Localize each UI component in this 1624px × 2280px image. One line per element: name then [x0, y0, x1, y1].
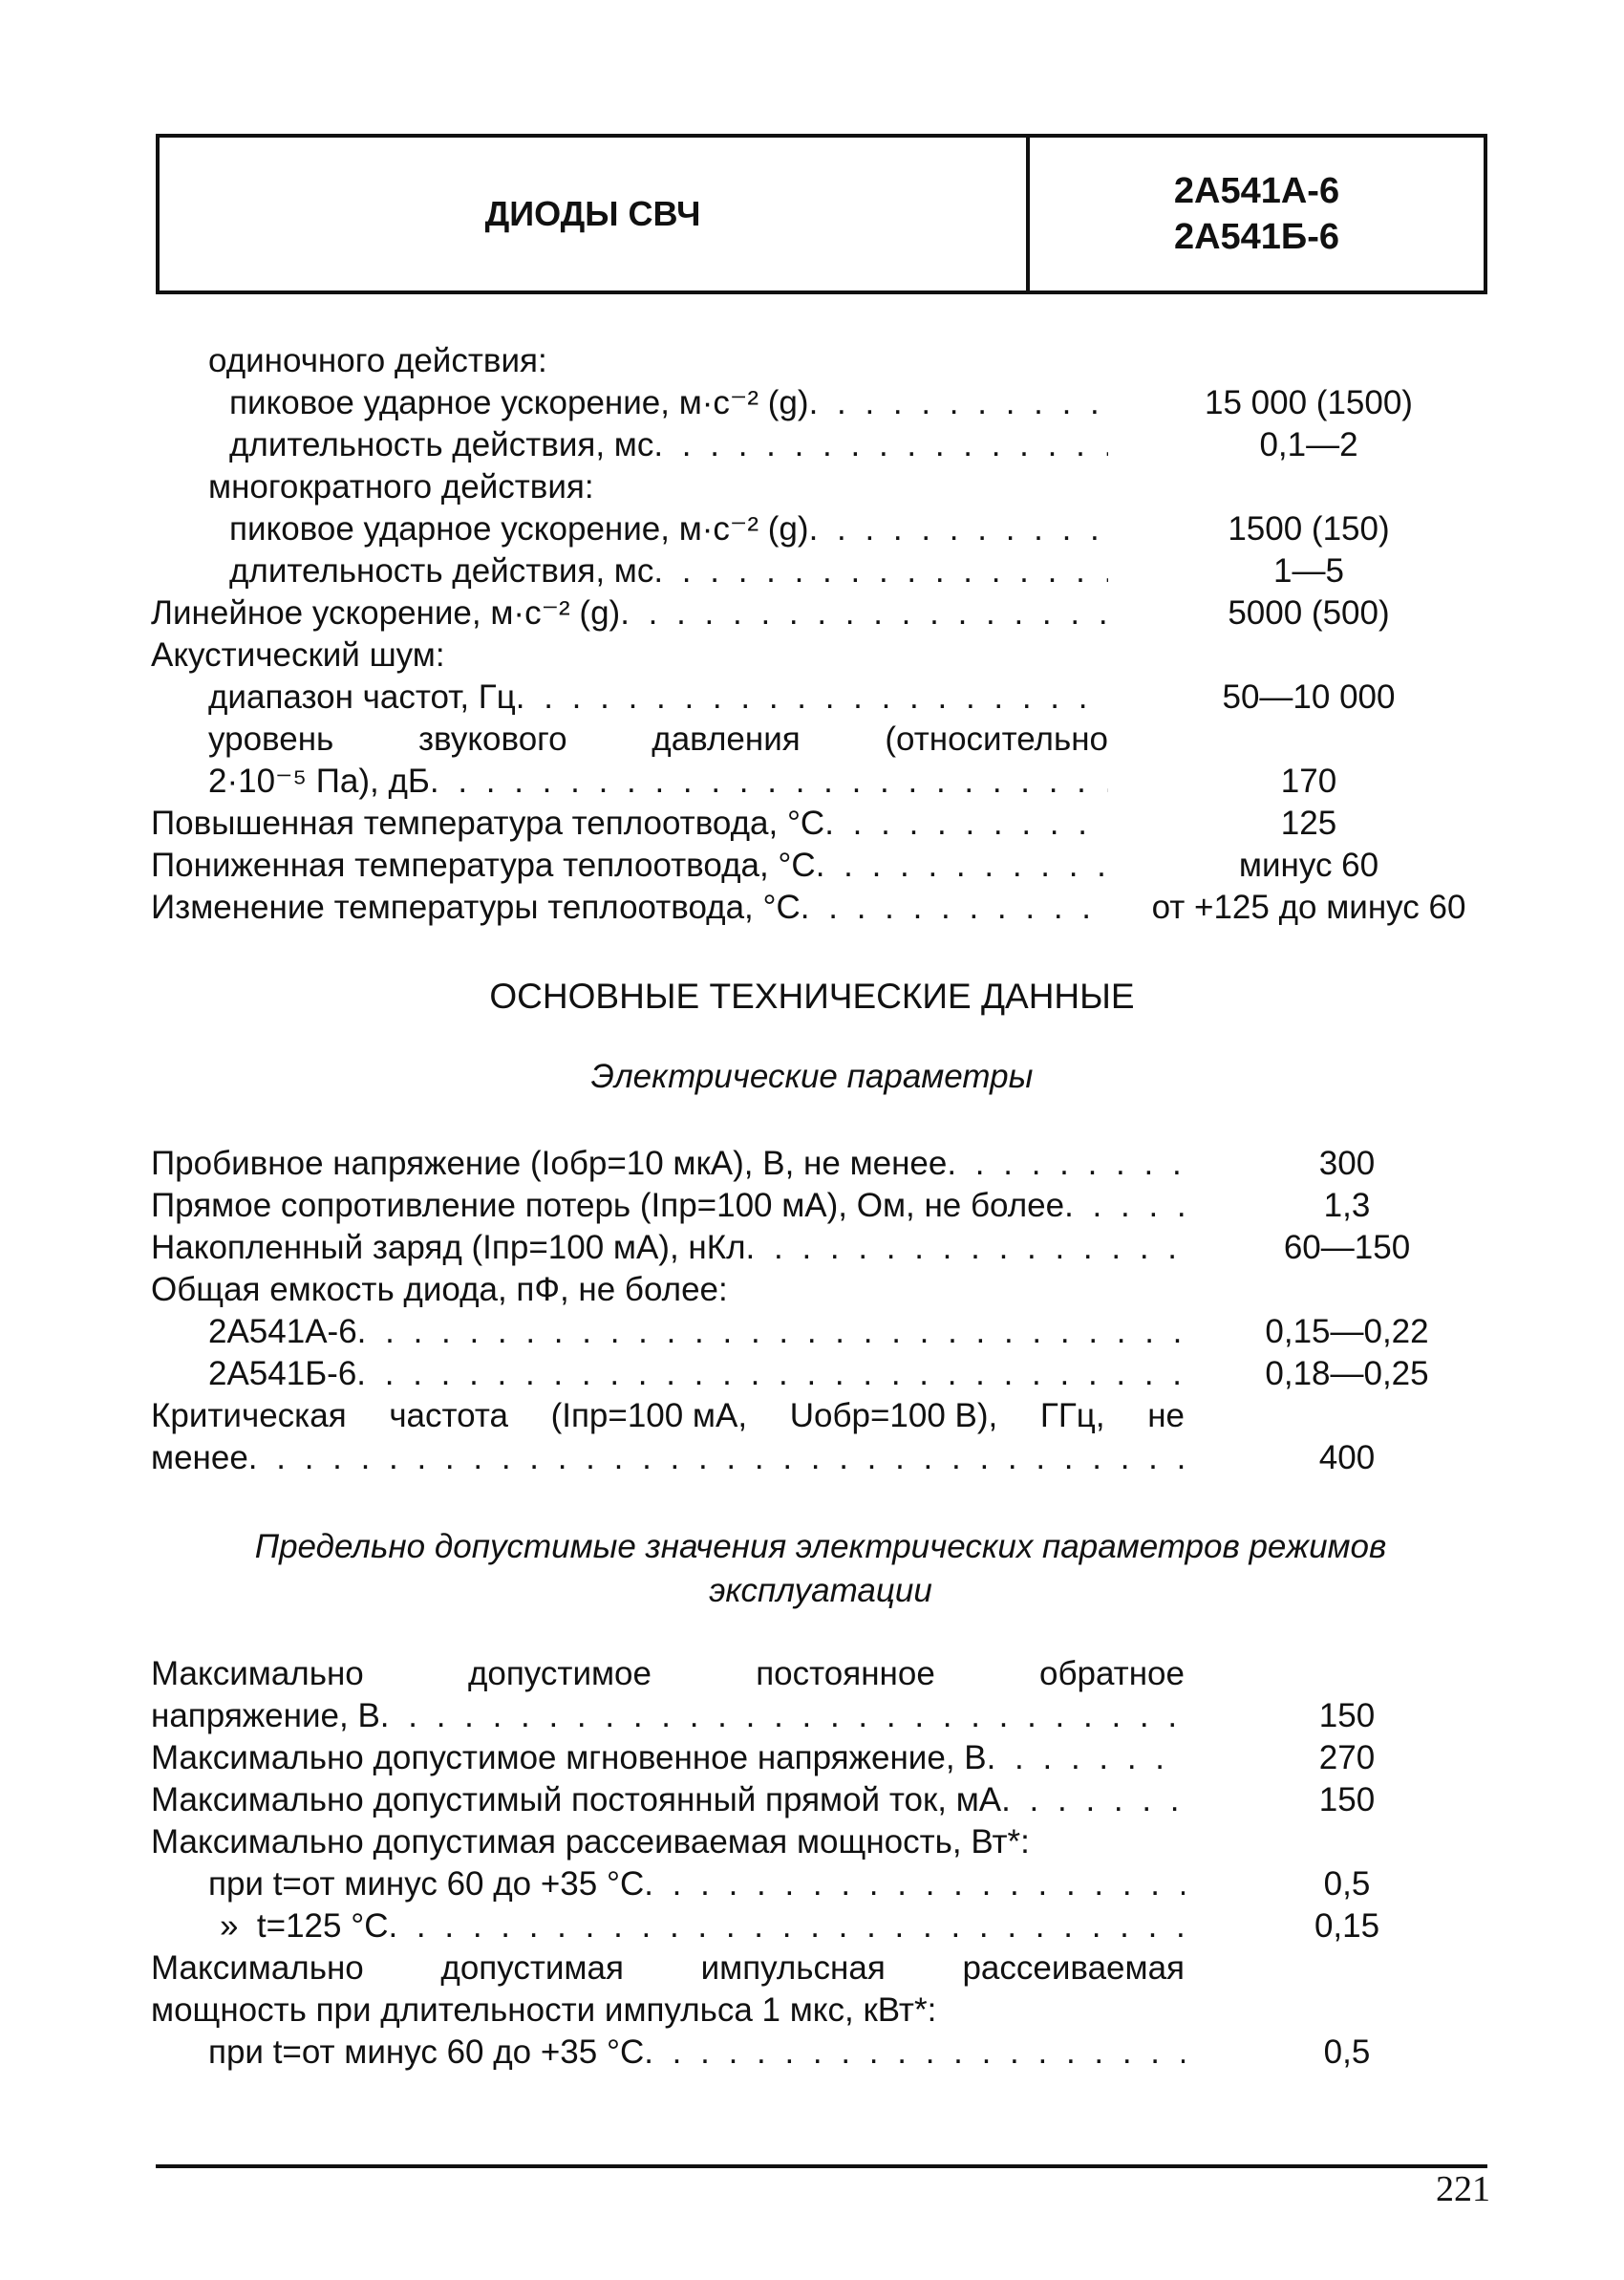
leader-dots: [1064, 1185, 1185, 1227]
spec-value: от +125 до минус 60: [1151, 889, 1466, 926]
page-number: 221: [1436, 2169, 1490, 2209]
leader-dots: [248, 1437, 1185, 1479]
word: давления: [652, 721, 801, 758]
leader-dots: [947, 1143, 1185, 1185]
spec-row: [208, 761, 1108, 803]
word: ГГц,: [1039, 1397, 1105, 1434]
word: допустимая: [440, 1949, 624, 1987]
word: Критическая: [151, 1397, 347, 1434]
spec-row: [151, 1437, 1185, 1479]
spec-label: Пробивное напряжение (Iобр=10 мкА), В, не менее: [151, 1145, 948, 1182]
leader-dots: [380, 1695, 1185, 1737]
leader-dots: [357, 1311, 1185, 1353]
header-models: [1030, 138, 1484, 290]
spec-row: [208, 677, 1108, 719]
leader-dots: [746, 1227, 1185, 1269]
subsection-title-cont: эксплуатации: [709, 1572, 932, 1609]
spec-row: [151, 1227, 1185, 1269]
spec-value: 1,3: [1323, 1187, 1371, 1224]
spec-label: Накопленный заряд (Iпр=100 мА), нКл: [151, 1229, 746, 1266]
footer-rule: [156, 2164, 1487, 2168]
spec-row: [151, 1143, 1185, 1185]
spec-value: 400: [1318, 1439, 1376, 1476]
spec-value: 0,15—0,22: [1265, 1313, 1429, 1350]
pulse-heading-cont: мощность при длительности импульса 1 мкс, кВт*:: [151, 1991, 937, 2029]
spec-row: [151, 592, 1108, 635]
leader-dots: [644, 1863, 1185, 1905]
leader-dots: [388, 1905, 1185, 1947]
spec-row: [151, 803, 1108, 845]
word: не: [1147, 1397, 1185, 1434]
word: постоянное: [756, 1655, 935, 1692]
leader-dots: [356, 1353, 1185, 1395]
word: (Iпр=100 мА,: [550, 1397, 748, 1434]
acoustic-heading: Акустический шум:: [151, 636, 445, 674]
spec-label-justified: [151, 1653, 1185, 1695]
spec-label: Максимально допустимое мгновенное напряжение, В: [151, 1739, 987, 1776]
spec-label: Повышенная температура теплоотвода, °С: [151, 805, 825, 842]
spec-value: 0,5: [1323, 2033, 1371, 2071]
capacitance-heading: Общая емкость диода, пФ, не более:: [151, 1271, 728, 1308]
spec-row: [151, 1779, 1185, 1821]
spec-label-justified: [151, 1947, 1185, 1990]
spec-label: пиковое ударное ускорение, м·с⁻² (g): [229, 510, 809, 548]
spec-value: 0,18—0,25: [1265, 1355, 1429, 1392]
leader-dots: [430, 761, 1108, 803]
spec-row: [208, 1863, 1185, 1905]
spec-value: 50—10 000: [1222, 678, 1396, 716]
spec-label: напряжение, В: [151, 1697, 380, 1734]
leader-dots: [816, 845, 1108, 887]
word: Uобр=100 В),: [789, 1397, 998, 1434]
spec-value: 60—150: [1283, 1229, 1411, 1266]
leader-dots: [824, 803, 1108, 845]
spec-row: [151, 1737, 1185, 1779]
spec-row: [220, 1905, 1185, 1947]
spec-row: [229, 382, 1108, 424]
leader-dots: [644, 2032, 1185, 2074]
leader-dots: [809, 508, 1108, 550]
spec-label: менее: [151, 1439, 248, 1476]
leader-dots: [809, 382, 1108, 424]
spec-label: при t=от минус 60 до +35 °С: [208, 1865, 645, 1903]
word: обратное: [1039, 1655, 1185, 1692]
word: частота: [389, 1397, 508, 1434]
leader-dots: [987, 1737, 1185, 1779]
spec-label-justified: [208, 719, 1108, 761]
spec-row: [151, 1695, 1185, 1737]
model-a-label: 2А541А-6: [1173, 171, 1340, 211]
subsection-title: Предельно допустимые значения электрических параметров режимов: [254, 1528, 1387, 1565]
spec-label: 2·10⁻⁵ Па), дБ: [208, 763, 430, 800]
spec-row: [229, 550, 1108, 592]
leader-dots: [1001, 1779, 1185, 1821]
leader-dots: [620, 592, 1108, 635]
spec-row: [151, 845, 1108, 887]
spec-label: » t=125 °С: [220, 1907, 389, 1945]
subsection-title: Электрические параметры: [590, 1058, 1034, 1095]
spec-label: 2А541А-6: [208, 1313, 357, 1350]
spec-value: 15 000 (1500): [1205, 384, 1413, 421]
spec-label: при t=от минус 60 до +35 °С: [208, 2033, 645, 2071]
spec-value: 150: [1318, 1697, 1376, 1734]
spec-row: [151, 1185, 1185, 1227]
model-b-label: 2А541Б-6: [1173, 217, 1340, 257]
spec-label: Пониженная температура теплоотвода, °С: [151, 847, 816, 884]
word: (относительно: [885, 721, 1108, 758]
spec-value: 300: [1318, 1145, 1376, 1182]
leader-dots: [653, 550, 1108, 592]
spec-label-justified: [151, 1395, 1185, 1437]
spec-label: Максимально допустимый постоянный прямой ток, мА: [151, 1781, 1002, 1818]
spec-row: [151, 887, 1108, 929]
word: Максимально: [151, 1655, 364, 1692]
spec-label: длительность действия, мс: [229, 552, 654, 590]
word: рассеиваемая: [962, 1949, 1185, 1987]
spec-value: 5000 (500): [1228, 594, 1390, 632]
multi-action-heading: многократного действия:: [208, 468, 594, 505]
word: допустимое: [467, 1655, 652, 1692]
header-category: ДИОДЫ СВЧ: [484, 194, 701, 233]
spec-label: длительность действия, мс: [229, 426, 654, 463]
spec-value: 170: [1280, 763, 1337, 800]
spec-row: [208, 1353, 1185, 1395]
spec-value: 0,5: [1323, 1865, 1371, 1903]
spec-label: Прямое сопротивление потерь (Iпр=100 мА), Ом, не более: [151, 1187, 1065, 1224]
leader-dots: [516, 677, 1108, 719]
spec-row: [229, 424, 1108, 466]
spec-value: 0,15: [1314, 1907, 1380, 1945]
word: звукового: [417, 721, 567, 758]
leader-dots: [653, 424, 1108, 466]
spec-value: 1500 (150): [1228, 510, 1390, 548]
power-heading: Максимально допустимая рассеиваемая мощность, Вт*:: [151, 1823, 1030, 1861]
spec-label: Линейное ускорение, м·с⁻² (g): [151, 594, 621, 632]
spec-label: 2А541Б-6: [208, 1355, 357, 1392]
word: Максимально: [151, 1949, 364, 1987]
word: импульсная: [700, 1949, 886, 1987]
spec-label: Изменение температуры теплоотвода, °С: [151, 889, 801, 926]
spec-value: 125: [1280, 805, 1337, 842]
spec-value: 150: [1318, 1781, 1376, 1818]
spec-value: 270: [1318, 1739, 1376, 1776]
spec-row: [208, 1311, 1185, 1353]
spec-value: 0,1—2: [1259, 426, 1358, 463]
word: уровень: [208, 721, 334, 758]
spec-row: [208, 2032, 1185, 2074]
leader-dots: [801, 887, 1108, 929]
section-title: ОСНОВНЫЕ ТЕХНИЧЕСКИЕ ДАННЫЕ: [489, 977, 1135, 1016]
spec-value: минус 60: [1238, 847, 1379, 884]
spec-label: пиковое ударное ускорение, м·с⁻² (g): [229, 384, 809, 421]
spec-label: диапазон частот, Гц: [208, 678, 516, 716]
header-box: [156, 134, 1487, 294]
spec-row: [229, 508, 1108, 550]
spec-value: 1—5: [1273, 552, 1344, 590]
single-action-heading: одиночного действия:: [208, 342, 547, 379]
